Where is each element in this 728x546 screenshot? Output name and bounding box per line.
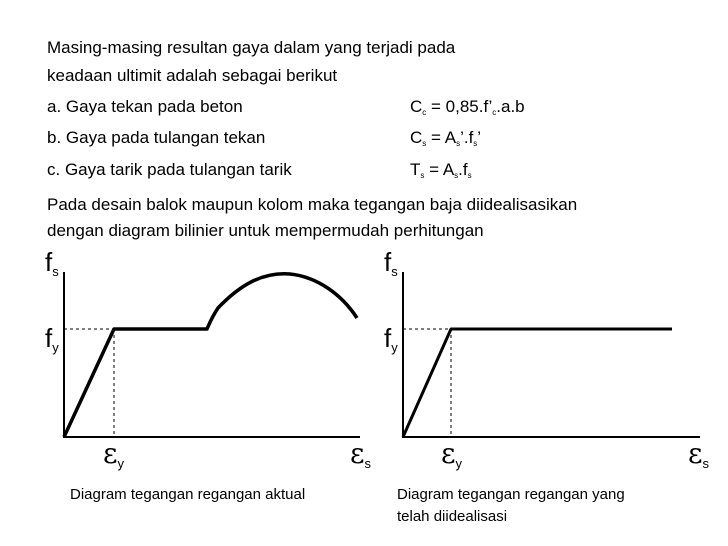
diagram-idealized: [384, 247, 710, 471]
caption-idealized-line-1: Diagram tegangan regangan yang: [397, 486, 625, 503]
item-b-label: b. Gaya pada tulangan tekan: [47, 128, 266, 147]
item-b-formula: $C_s$ = $A_s’.f_s$’: [410, 128, 482, 148]
right-epsilon-s-label: εs: [688, 437, 710, 471]
left-epsilon-y-label: εy: [103, 437, 125, 471]
right-fs-label: fs: [384, 247, 398, 279]
left-epsilon-s-label: εs: [350, 437, 372, 471]
paragraph-line-2: dengan diagram bilinier untuk mempermudah perhitungan: [47, 221, 484, 240]
caption-actual: Diagram tegangan regangan aktual: [70, 486, 306, 503]
item-a-label: a. Gaya tekan pada beton: [47, 97, 243, 116]
diagram-actual: [45, 247, 372, 471]
paragraph-line-1: Pada desain balok maupun kolom maka tegangan baja diidealisasikan: [47, 195, 578, 214]
right-epsilon-y-label: εy: [441, 437, 463, 471]
intro-line-1: Masing-masing resultan gaya dalam yang terjadi pada: [47, 38, 456, 57]
left-fs-label: fs: [45, 247, 59, 279]
item-a-formula: $C_c$ = $0,85.f’_c.a.b$: [410, 97, 525, 117]
intro-line-2: keadaan ultimit adalah sebagai berikut: [47, 66, 338, 85]
item-c-label: c. Gaya tarik pada tulangan tarik: [47, 160, 292, 179]
right-fy-label: fy: [384, 323, 398, 355]
actual-stress-strain-curve: [64, 274, 357, 437]
idealized-bilinear-curve: [403, 329, 672, 437]
item-c-formula: $T_s = A_s.f_s$: [410, 160, 472, 180]
caption-idealized-line-2: telah diidealisasi: [397, 508, 508, 525]
left-fy-label: fy: [45, 323, 59, 355]
